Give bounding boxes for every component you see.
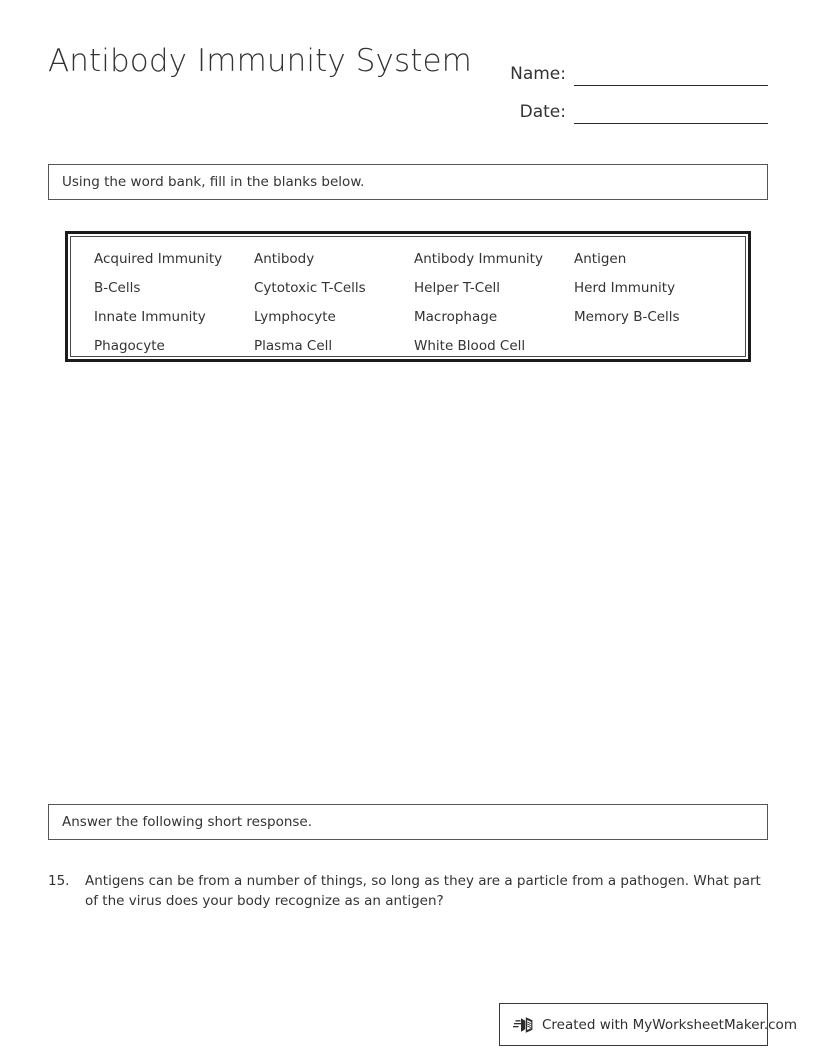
short-response-instruction-box — [48, 804, 768, 840]
date-field-row — [498, 86, 768, 124]
word-bank-term: Antibody — [254, 251, 315, 267]
word-bank-term: Phagocyte — [94, 338, 165, 354]
footer-attribution-badge[interactable] — [499, 1003, 797, 1046]
word-bank-term: Cytotoxic T-Cells — [254, 280, 366, 296]
word-bank-term: White Blood Cell — [414, 338, 526, 354]
name-label: Name: — [510, 64, 566, 84]
word-bank-term: Innate Immunity — [94, 309, 206, 325]
page-title: Antibody Immunity System — [48, 43, 472, 79]
name-date-fields — [498, 48, 768, 124]
short-response-instruction-text: Answer the following short response. — [62, 814, 313, 830]
word-bank — [65, 231, 751, 362]
word-bank-instruction-box — [48, 164, 768, 200]
question-number: 15. — [48, 873, 70, 889]
name-field-row — [498, 48, 768, 86]
word-bank-instruction-text: Using the word bank, fill in the blanks below. — [62, 174, 365, 190]
myworksheetmaker-logo-icon — [512, 1013, 536, 1037]
word-bank-term: Acquired Immunity — [94, 251, 223, 267]
short-response-question — [48, 871, 770, 911]
word-bank-term: Herd Immunity — [574, 280, 676, 296]
word-bank-row — [94, 332, 739, 361]
worksheet-header — [48, 42, 768, 122]
word-bank-row — [94, 303, 739, 332]
word-bank-term: Helper T-Cell — [414, 280, 501, 296]
date-label: Date: — [519, 102, 566, 122]
word-bank-term: Memory B-Cells — [574, 309, 680, 325]
question-text: Antigens can be from a number of things, so long as they are a particle from a pathogen. What part of the virus does your body recognize as an antigen? — [85, 873, 761, 909]
word-bank-inner-frame — [70, 236, 746, 357]
word-bank-term: Macrophage — [414, 309, 498, 325]
word-bank-term: Lymphocyte — [254, 309, 336, 325]
word-bank-term: Plasma Cell — [254, 338, 333, 354]
word-bank-row — [94, 245, 739, 274]
word-bank-term: Antibody Immunity — [414, 251, 543, 267]
word-bank-term: B-Cells — [94, 280, 141, 296]
word-bank-grid — [94, 245, 739, 352]
name-input-line[interactable] — [574, 63, 768, 86]
footer-attribution-text: Created with MyWorksheetMaker.com — [542, 1016, 797, 1033]
word-bank-term: Antigen — [574, 251, 627, 267]
date-input-line[interactable] — [574, 101, 768, 124]
word-bank-row — [94, 274, 739, 303]
